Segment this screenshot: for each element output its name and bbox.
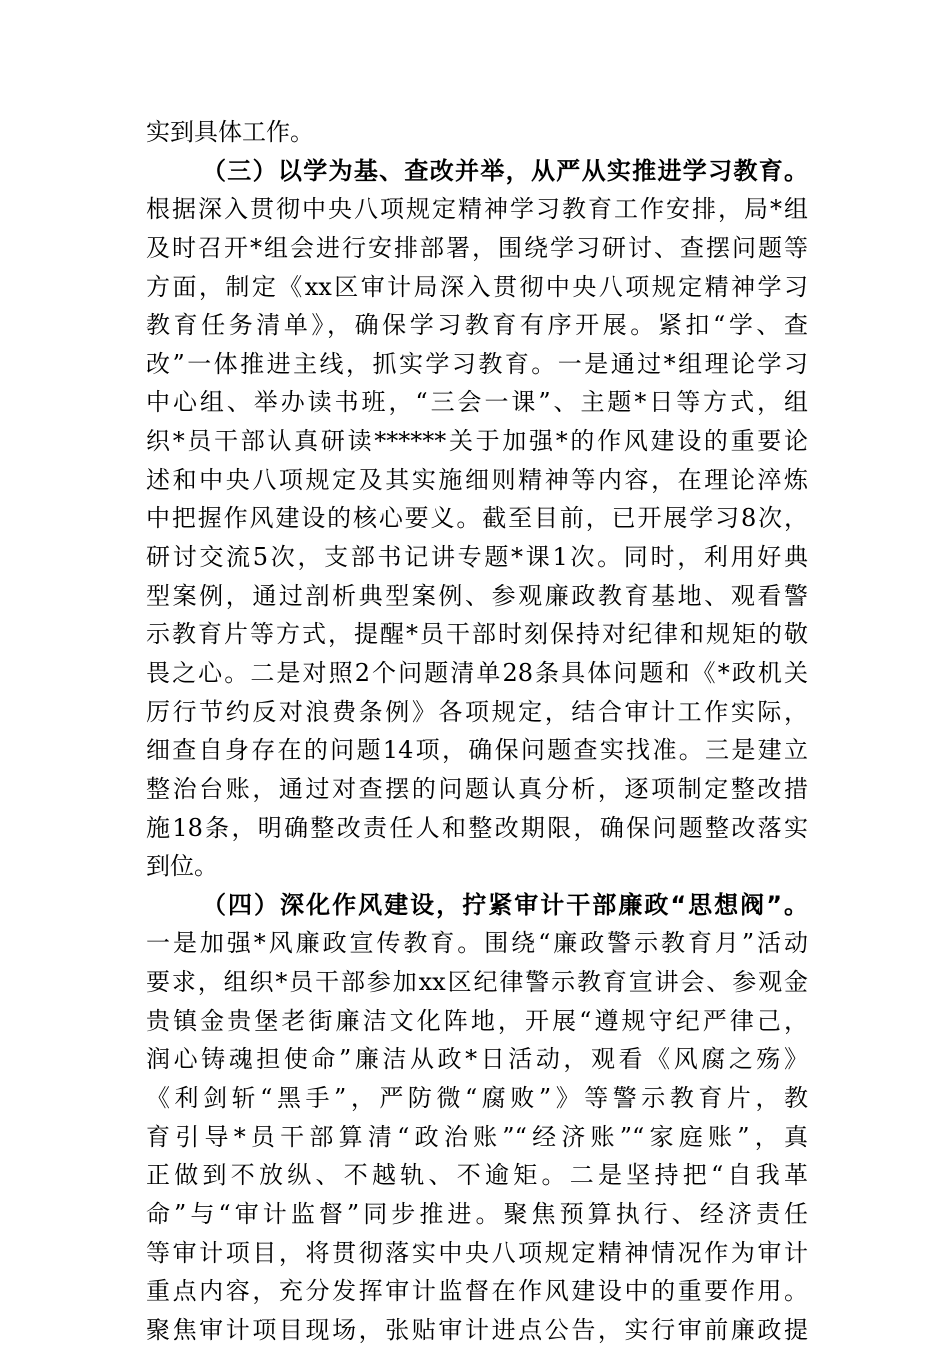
text-line: 实到具体工作。 <box>146 118 314 146</box>
document-body <box>146 113 808 1350</box>
text-line: 示教育片等方式，提醒*员干部时刻保持对纪律和规矩的敬 <box>146 620 808 649</box>
text-line: 织*员干部认真研读******关于加强*的作风建设的重要论 <box>146 427 808 456</box>
text-line: 育引导*员干部算清“政治账”“经济账”“家庭账”，真 <box>146 1122 808 1151</box>
text-line: 述和中央八项规定及其实施细则精神等内容，在理论淬炼 <box>146 465 808 494</box>
text-line: 厉行节约反对浪费条例》各项规定，结合审计工作实际， <box>146 697 808 726</box>
section-heading-3: （三）以学为基、查改并举，从严从实推进学习教育。 <box>202 156 808 185</box>
text-line: 根据深入贯彻中央八项规定精神学习教育工作安排，局*组 <box>146 195 808 224</box>
text-line: 中把握作风建设的核心要义。截至目前，已开展学习8次， <box>146 504 808 533</box>
text-line: 等审计项目，将贯彻落实中央八项规定精神情况作为审计 <box>146 1238 808 1267</box>
text-line: 《利剑斩“黑手”，严防微“腐败”》等警示教育片，教 <box>146 1084 808 1113</box>
text-line: 一是加强*风廉政宣传教育。围绕“廉政警示教育月”活动 <box>146 929 808 958</box>
text-line: 贵镇金贵堡老街廉洁文化阵地，开展“遵规守纪严律己， <box>146 1006 808 1035</box>
text-line: 命”与“审计监督”同步推进。聚焦预算执行、经济责任 <box>146 1199 808 1228</box>
section-heading-4: （四）深化作风建设，拧紧审计干部廉政“思想阀”。 <box>202 890 808 919</box>
text-line: 重点内容，充分发挥审计监督在作风建设中的重要作用。 <box>146 1277 808 1306</box>
text-line: 要求，组织*员干部参加xx区纪律警示教育宣讲会、参观金 <box>146 968 808 997</box>
text-line: 细查自身存在的问题14项，确保问题查实找准。三是建立 <box>146 736 808 765</box>
text-line: 中心组、举办读书班，“三会一课”、主题*日等方式，组 <box>146 388 808 417</box>
text-line: 方面，制定《xx区审计局深入贯彻中央八项规定精神学习 <box>146 272 808 301</box>
text-line: 畏之心。二是对照2个问题清单28条具体问题和《*政机关 <box>146 658 808 687</box>
text-line: 到位。 <box>146 852 218 881</box>
text-line: 正做到不放纵、不越轨、不逾矩。二是坚持把“自我革 <box>146 1161 808 1190</box>
text-line: 聚焦审计项目现场，张贴审计进点公告，实行审前廉政提 <box>146 1315 808 1344</box>
text-line: 改”一体推进主线，抓实学习教育。一是通过*组理论学习 <box>146 349 808 378</box>
text-line: 整治台账，通过对查摆的问题认真分析，逐项制定整改措 <box>146 774 808 803</box>
text-line: 型案例，通过剖析典型案例、参观廉政教育基地、观看警 <box>146 581 808 610</box>
text-line: 教育任务清单》，确保学习教育有序开展。紧扣“学、查 <box>146 311 808 340</box>
text-line: 润心铸魂担使命”廉洁从政*日活动，观看《风腐之殇》 <box>146 1045 808 1074</box>
text-line: 研讨交流5次，支部书记讲专题*课1次。同时，利用好典 <box>146 543 808 572</box>
text-line: 及时召开*组会进行安排部署，围绕学习研讨、查摆问题等 <box>146 233 808 262</box>
text-line: 施18条，明确整改责任人和整改期限，确保问题整改落实 <box>146 813 808 842</box>
